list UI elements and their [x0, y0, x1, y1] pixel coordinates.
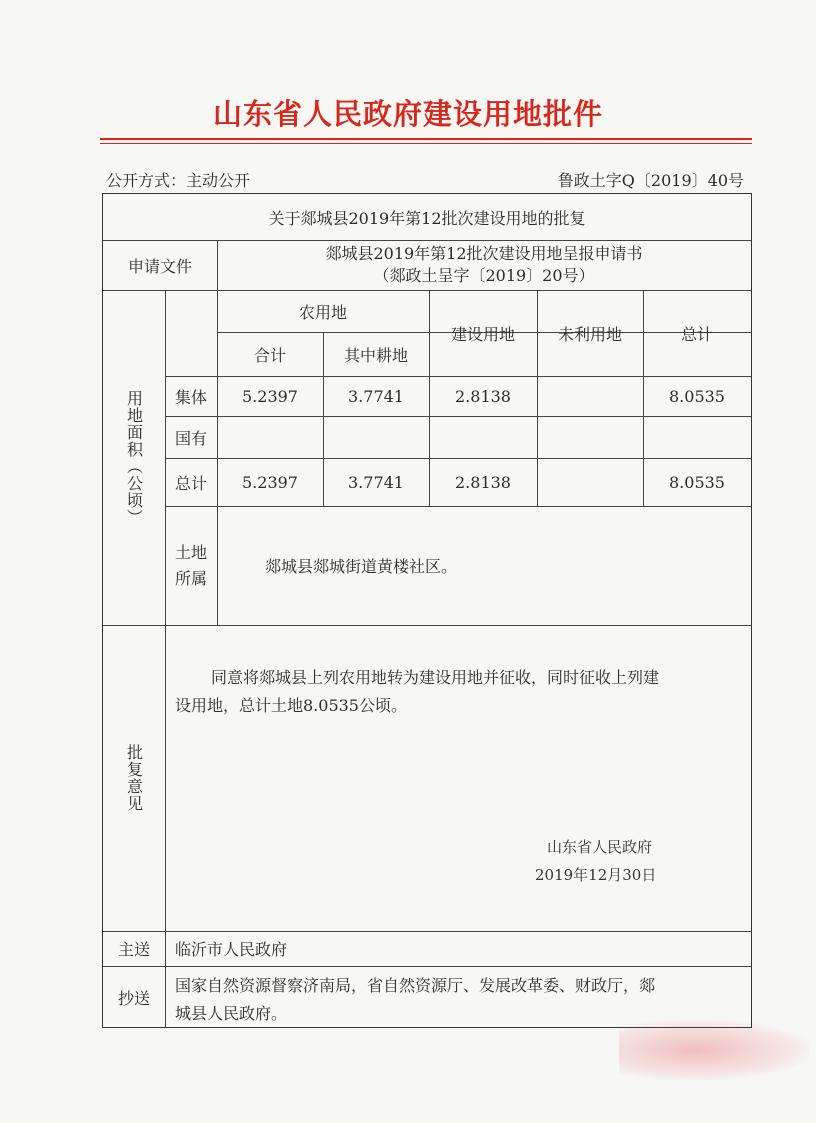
col-divider [165, 625, 166, 1028]
header-arable: 其中耕地 [343, 345, 408, 365]
cell-arable: 3.7741 [348, 386, 404, 406]
issue-date: 2019年12月30日 [535, 866, 657, 884]
application-line-2: （郯政土呈字〔2019〕20号） [373, 266, 595, 285]
cell-construction [429, 416, 537, 458]
cell-construction: 2.8138 [455, 472, 511, 492]
header-agri: 农用地 [298, 302, 347, 322]
application-label: 申请文件 [127, 256, 192, 276]
main-recipient-value: 临沂市人民政府 [175, 940, 288, 959]
issuer-name: 山东省人民政府 [547, 838, 653, 856]
cc-value: 国家自然资源督察济南局，省自然资源厅、发展改革委、财政厅，郯 城县人民政府。 [175, 976, 656, 1023]
col-divider [217, 506, 218, 625]
header-total: 总计 [680, 324, 713, 344]
cell-unused [537, 416, 643, 458]
cell-total: 8.0535 [669, 386, 725, 406]
ownership-value: 郯城县郯城街道黄楼社区。 [265, 557, 458, 576]
cell-arable: 3.7741 [348, 472, 404, 492]
ownership-label: 土地 所属 [174, 542, 207, 588]
application-value [217, 240, 751, 290]
disclosure-mode: 公开方式：主动公开 [106, 171, 251, 190]
row-label-state: 国有 [174, 428, 207, 448]
official-seal [619, 1020, 809, 1080]
row-divider [103, 966, 751, 967]
application-line-1: 郯城县2019年第12批次建设用地呈报申请书 [325, 244, 643, 263]
cell-arable [323, 416, 429, 458]
main-recipient-label: 主送 [117, 940, 150, 959]
header-construction: 建设用地 [450, 324, 515, 344]
area-side-label: 用地面积（公顷） [124, 389, 144, 526]
header-unused: 未利用地 [557, 324, 622, 344]
header-subtotal: 合计 [253, 345, 286, 365]
row-label-collective: 集体 [174, 387, 207, 407]
row-divider [103, 625, 751, 626]
cell-unused [537, 376, 643, 416]
title-rule-thin [100, 143, 752, 144]
cc-label: 抄送 [117, 988, 150, 1008]
cell-subtotal [217, 416, 323, 458]
subject-title: 关于郯城县2019年第12批次建设用地的批复 [268, 208, 586, 228]
cell-subtotal: 5.2397 [242, 386, 298, 406]
cell-total [643, 416, 751, 458]
cell-total: 8.0535 [669, 472, 725, 492]
document-number: 鲁政土字Q〔2019〕40号 [557, 171, 744, 190]
cell-construction: 2.8138 [455, 386, 511, 406]
cell-unused [537, 458, 643, 506]
approval-text: 同意将郯城县上列农用地转为建设用地并征收，同时征收上列建 设用地，总计土地8.0535公顷。 [175, 668, 660, 715]
row-label-total: 总计 [174, 473, 207, 493]
document-title: 山东省人民政府建设用地批件 [212, 97, 603, 131]
title-rule-thick [100, 138, 752, 140]
approval-table [102, 193, 752, 1028]
approval-label: 批复意见 [124, 744, 144, 812]
cell-subtotal: 5.2397 [242, 472, 298, 492]
